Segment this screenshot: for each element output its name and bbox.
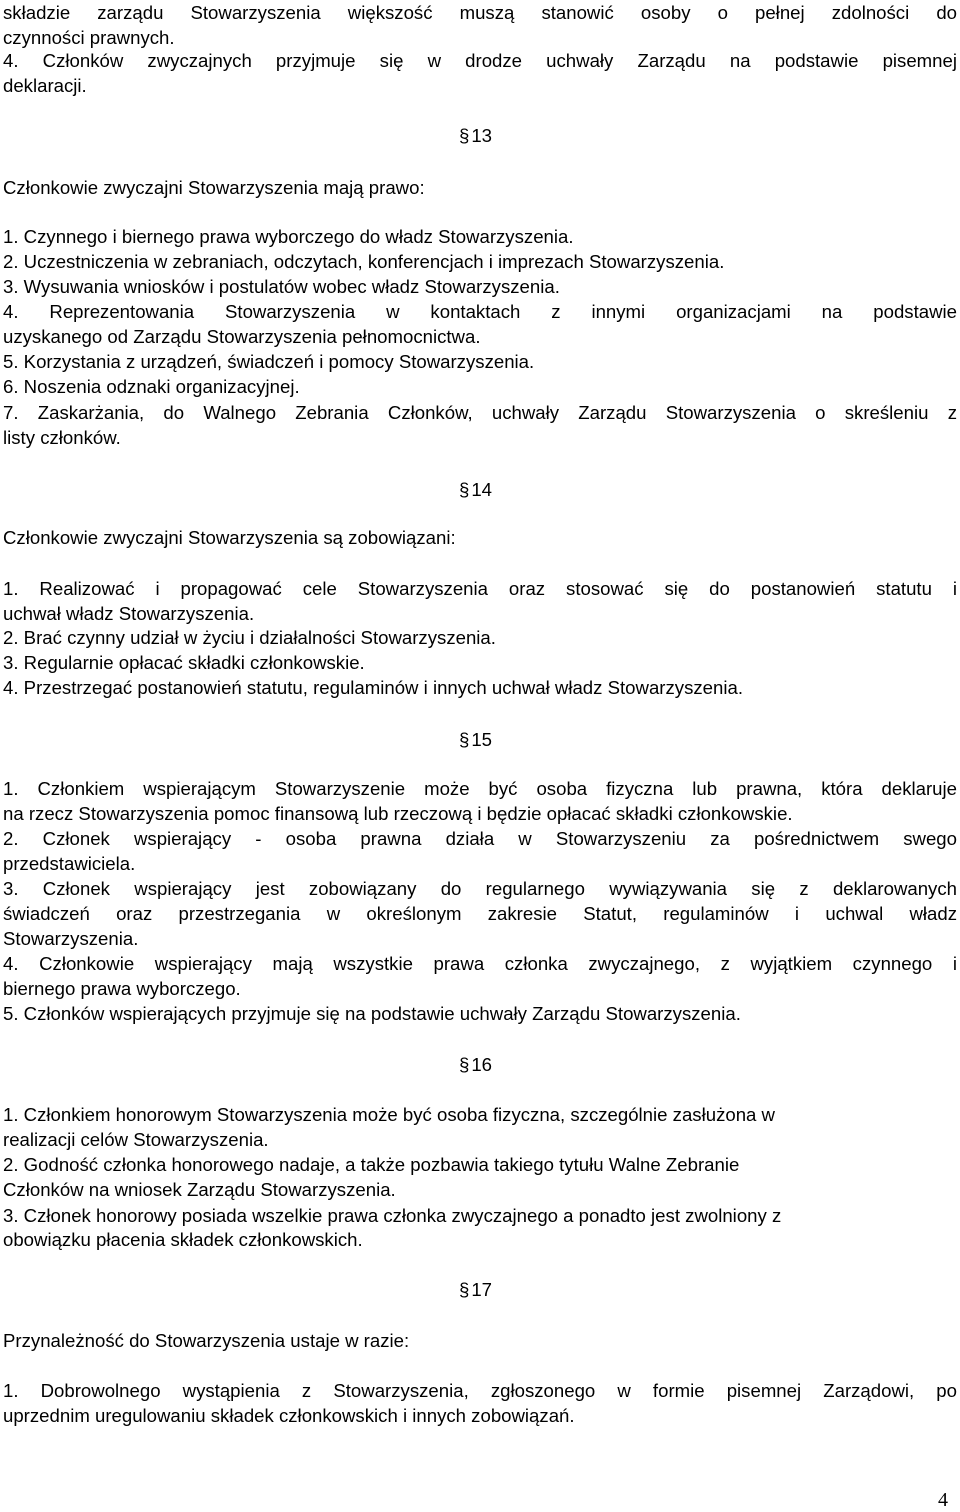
list-item: 4. Przestrzegać postanowień statutu, regulaminów i innych uchwał władz Stowarzyszenia. xyxy=(3,677,743,698)
list-item: 1. Realizować i propagować cele Stowarzyszenia oraz stosować się do postanowień statutu i xyxy=(3,578,957,599)
list-item: 2. Uczestniczenia w zebraniach, odczytach, konferencjach i imprezach Stowarzyszenia. xyxy=(3,251,725,272)
list-item: 4. Reprezentowania Stowarzyszenia w kontaktach z innymi organizacjami na podstawie xyxy=(3,301,957,322)
list-item: 5. Korzystania z urządzeń, świadczeń i pomocy Stowarzyszenia. xyxy=(3,351,535,372)
list-item-continuation: uzyskanego od Zarządu Stowarzyszenia pełnomocnictwa. xyxy=(3,326,481,347)
list-item: 6. Noszenia odznaki organizacyjnej. xyxy=(3,376,300,397)
list-item-continuation: biernego prawa wyborczego. xyxy=(3,978,241,999)
list-item: 1. Czynnego i biernego prawa wyborczego do władz Stowarzyszenia. xyxy=(3,226,574,247)
section-intro: Członkowie zwyczajni Stowarzyszenia mają prawo: xyxy=(3,177,425,198)
list-item: 2. Członek wspierający - osoba prawna działa w Stowarzyszeniu za pośrednictwem swego xyxy=(3,828,957,849)
list-item: 5. Członków wspierających przyjmuje się na podstawie uchwały Zarządu Stowarzyszenia. xyxy=(3,1003,741,1024)
intro-line: składzie zarządu Stowarzyszenia większość muszą stanowić osoby o pełnej zdolności do xyxy=(3,2,957,23)
section-mark: § xyxy=(459,1054,470,1075)
section-mark: § xyxy=(459,125,470,146)
list-item-continuation: uprzednim uregulowaniu składek członkowskich i innych zobowiązań. xyxy=(3,1405,575,1426)
list-item: 1. Członkiem honorowym Stowarzyszenia może być osoba fizyczna, szczególnie zasłużona w xyxy=(3,1104,775,1125)
list-item: 2. Brać czynny udział w życiu i działalności Stowarzyszenia. xyxy=(3,627,496,648)
list-item-continuation: świadczeń oraz przestrzegania w określonym zakresie Statut, regulaminów i uchwal władz xyxy=(3,903,957,924)
section-number: 14 xyxy=(471,479,493,500)
list-item-continuation: listy członków. xyxy=(3,427,121,448)
list-item-continuation: obowiązku płacenia składek członkowskich. xyxy=(3,1229,363,1250)
section-mark: § xyxy=(459,479,470,500)
list-item: 3. Regularnie opłacać składki członkowskie. xyxy=(3,652,365,673)
section-heading-17 xyxy=(459,1278,492,1302)
section-heading-13 xyxy=(459,124,492,148)
list-item: 7. Zaskarżania, do Walnego Zebrania Członków, uchwały Zarządu Stowarzyszenia o skreśleniu z xyxy=(3,402,957,423)
section-number: 13 xyxy=(471,125,493,146)
intro-line: deklaracji. xyxy=(3,75,87,96)
section-intro: Przynależność do Stowarzyszenia ustaje w razie: xyxy=(3,1330,410,1351)
section-mark: § xyxy=(459,729,470,750)
list-item-continuation: Stowarzyszenia. xyxy=(3,928,139,949)
list-item-continuation: uchwał władz Stowarzyszenia. xyxy=(3,603,255,624)
list-item-continuation: realizacji celów Stowarzyszenia. xyxy=(3,1129,269,1150)
section-number: 16 xyxy=(471,1054,493,1075)
list-item-continuation: Członków na wniosek Zarządu Stowarzyszenia. xyxy=(3,1179,396,1200)
list-item: 3. Członek wspierający jest zobowiązany do regularnego wywiązywania się z deklarowanych xyxy=(3,878,957,899)
list-item: 3. Wysuwania wniosków i postulatów wobec władz Stowarzyszenia. xyxy=(3,276,560,297)
list-item-continuation: przedstawiciela. xyxy=(3,853,136,874)
section-mark: § xyxy=(459,1279,470,1300)
list-item: 4. Członkowie wspierający mają wszystkie prawa członka zwyczajnego, z wyjątkiem czynnego i xyxy=(3,953,957,974)
section-heading-15 xyxy=(459,728,492,752)
section-heading-14 xyxy=(459,478,492,502)
section-number: 15 xyxy=(471,729,493,750)
list-item: 3. Członek honorowy posiada wszelkie prawa członka zwyczajnego a ponadto jest zwolniony z xyxy=(3,1205,782,1226)
section-intro: Członkowie zwyczajni Stowarzyszenia są zobowiązani: xyxy=(3,527,456,548)
list-item-continuation: na rzecz Stowarzyszenia pomoc finansową lub rzeczową i będzie opłacać składki członkowskie. xyxy=(3,803,793,824)
page-number: 4 xyxy=(938,1489,948,1511)
list-item: 2. Godność członka honorowego nadaje, a także pozbawia takiego tytułu Walne Zebranie xyxy=(3,1154,740,1175)
intro-line: 4. Członków zwyczajnych przyjmuje się w drodze uchwały Zarządu na podstawie pisemnej xyxy=(3,50,957,71)
intro-line: czynności prawnych. xyxy=(3,27,175,48)
section-number: 17 xyxy=(471,1279,493,1300)
section-heading-16 xyxy=(459,1053,492,1077)
list-item: 1. Dobrowolnego wystąpienia z Stowarzyszenia, zgłoszonego w formie pisemnej Zarządowi, po xyxy=(3,1380,957,1401)
list-item: 1. Członkiem wspierającym Stowarzyszenie może być osoba fizyczna lub prawna, która deklaruje xyxy=(3,778,957,799)
